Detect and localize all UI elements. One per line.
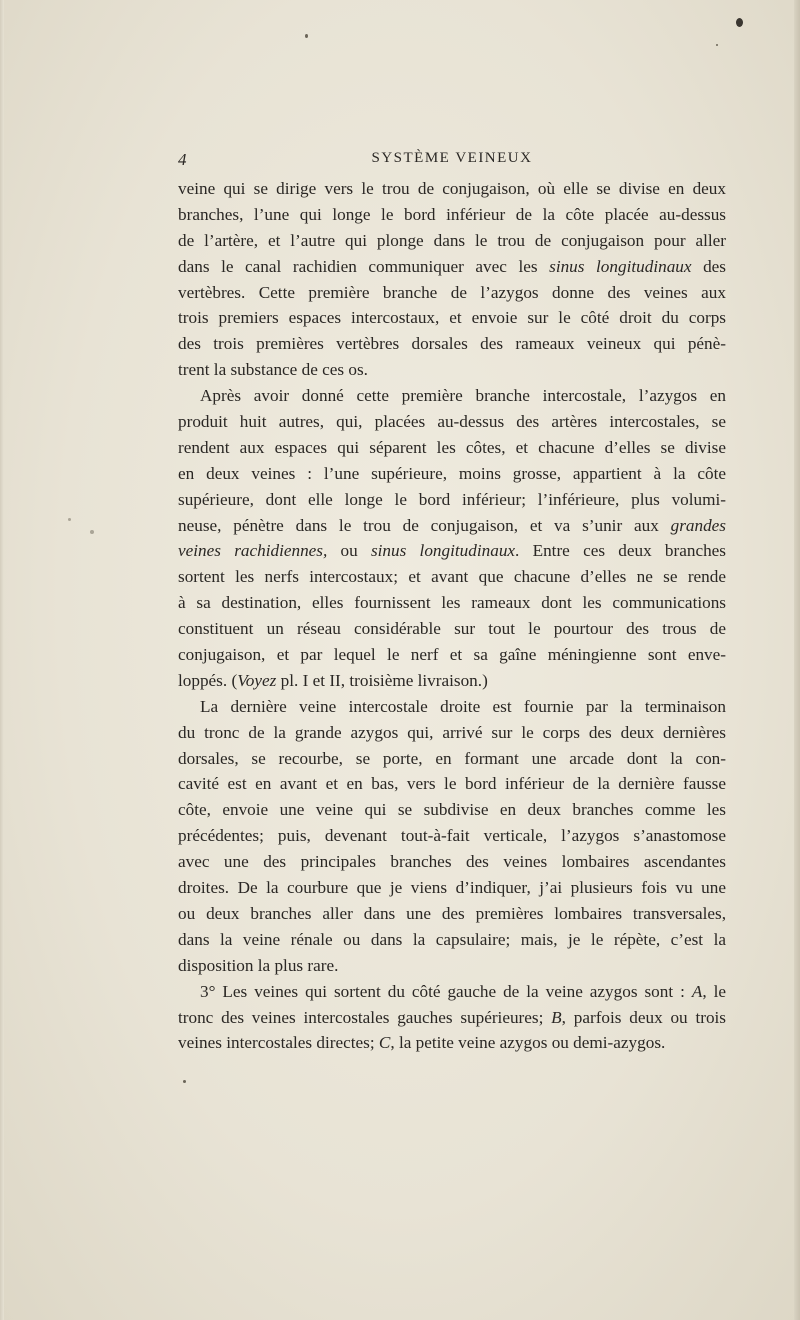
- page-number: 4: [178, 150, 187, 169]
- text-line: [178, 383, 726, 409]
- text-line: [178, 254, 726, 280]
- text-segment: conjugaison, et par lequel le nerf et sa gaîne méningienne sont enve-: [178, 645, 726, 665]
- text-segment: trois premiers espaces intercostaux, et envoie sur le côté droit du corps: [178, 308, 726, 328]
- ink-speck: [183, 1080, 186, 1083]
- ink-speck: [68, 518, 71, 521]
- text-line: [178, 590, 726, 616]
- text-line: [178, 357, 726, 383]
- text-line: [178, 176, 726, 202]
- text-line: [178, 280, 726, 306]
- text-line: [178, 927, 726, 953]
- text-line: [178, 202, 726, 228]
- text-segment: ou: [327, 541, 371, 561]
- text-segment: , parfois deux ou trois: [561, 1007, 726, 1027]
- text-line: [178, 979, 726, 1005]
- ink-speck: [716, 44, 718, 46]
- text-line: [178, 642, 726, 668]
- text-segment: dorsales, se recourbe, se porte, en formant une arcade dont la con-: [178, 748, 726, 768]
- italic-text: B: [551, 1007, 562, 1027]
- text-line: [178, 849, 726, 875]
- text-segment: La dernière veine intercostale droite est fournie par la terminaison: [200, 696, 726, 716]
- text-line: [178, 901, 726, 927]
- text-line: [178, 435, 726, 461]
- text-segment: droites. De la courbure que je viens d’indiquer, j’ai plusieurs fois vu une: [178, 878, 726, 898]
- text-line: [178, 305, 726, 331]
- text-segment: ou deux branches aller dans une des premières lombaires transversales,: [178, 903, 726, 923]
- text-line: [178, 461, 726, 487]
- text-line: [178, 409, 726, 435]
- italic-text: C: [378, 1033, 391, 1053]
- text-segment: . Entre ces deux branches: [515, 541, 726, 561]
- body-text: [178, 176, 726, 1056]
- running-title: SYSTÈME VEINEUX: [371, 150, 533, 166]
- text-segment: avec une des principales branches des veines lombaires ascendantes: [178, 852, 726, 872]
- text-line: [178, 513, 726, 539]
- text-segment: trent la substance de ces os.: [178, 360, 368, 380]
- page-right-edge: [794, 0, 800, 1320]
- text-segment: sortent les nerfs intercostaux; et avant que chacune d’elles ne se rende: [178, 567, 726, 587]
- italic-text: A: [691, 981, 703, 1001]
- italic-text: sinus longitudinaux: [549, 256, 692, 276]
- text-line: [178, 228, 726, 254]
- page-left-edge: [0, 0, 4, 1320]
- text-segment: disposition la plus rare.: [178, 955, 339, 975]
- text-segment: 3° Les veines qui sortent du côté gauche de la veine azygos sont :: [200, 981, 692, 1001]
- text-segment: à sa destination, elles fournissent les rameaux dont les communications: [178, 593, 726, 613]
- text-line: [178, 823, 726, 849]
- italic-text: sinus longitudinaux: [370, 541, 516, 561]
- text-segment: supérieure, dont elle longe le bord inférieur; l’inférieure, plus volumi-: [178, 489, 726, 509]
- text-segment: dans le canal rachidien communiquer avec les: [178, 256, 550, 276]
- text-segment: dans la veine rénale ou dans la capsulaire; mais, je le répète, c’est la: [178, 929, 726, 949]
- ink-speck: [736, 18, 743, 27]
- text-segment: veine qui se dirige vers le trou de conjugaison, où elle se divise en deux: [178, 179, 726, 198]
- text-line: [178, 564, 726, 590]
- text-line: [178, 668, 726, 694]
- text-segment: de l’artère, et l’autre qui plonge dans le trou de conjugaison pour aller: [178, 230, 726, 250]
- text-line: [178, 331, 726, 357]
- text-segment: loppés. (: [178, 670, 238, 690]
- text-line: [178, 1030, 726, 1056]
- text-segment: côte, envoie une veine qui se subdivise en deux branches comme les: [178, 800, 726, 820]
- italic-text: veines rachidiennes,: [178, 541, 328, 561]
- text-segment: pl. I et II, troisième livraison.): [276, 670, 488, 690]
- text-line: [178, 746, 726, 772]
- text-line: [178, 953, 726, 979]
- text-segment: , le: [702, 981, 727, 1001]
- italic-text: Voyez: [237, 670, 277, 690]
- text-segment: constituent un réseau considérable sur tout le pourtour des trous de: [178, 619, 726, 639]
- text-segment: vertèbres. Cette première branche de l’azygos donne des veines aux: [178, 282, 726, 302]
- text-segment: veines intercostales directes;: [178, 1033, 379, 1053]
- text-segment: branches, l’une qui longe le bord inférieur de la côte placée au-dessus: [178, 204, 726, 224]
- text-segment: précédentes; puis, devenant tout-à-fait verticale, l’azygos s’anastomose: [178, 826, 726, 846]
- text-segment: des trois premières vertèbres dorsales des rameaux veineux qui pénè-: [178, 334, 726, 354]
- text-segment: rendent aux espaces qui séparent les côtes, et chacune d’elles se divise: [178, 437, 726, 457]
- text-line: [178, 487, 726, 513]
- text-segment: cavité est en avant et en bas, vers le bord inférieur de la dernière fausse: [178, 774, 726, 794]
- text-segment: des: [691, 256, 726, 276]
- text-line: [178, 1005, 726, 1031]
- text-segment: produit huit autres, qui, placées au-dessus des artères intercostales, se: [178, 412, 726, 432]
- text-line: [178, 616, 726, 642]
- ink-speck: [305, 34, 308, 38]
- text-line: [178, 875, 726, 901]
- ink-speck: [90, 530, 94, 534]
- text-line: [178, 538, 726, 564]
- text-segment: , la petite veine azygos ou demi-azygos.: [390, 1033, 666, 1053]
- text-segment: neuse, pénètre dans le trou de conjugaison, et va s’unir aux: [178, 515, 671, 535]
- text-segment: en deux veines : l’une supérieure, moins grosse, appartient à la côte: [178, 463, 726, 483]
- text-segment: du tronc de la grande azygos qui, arrivé sur le corps des deux dernières: [178, 722, 726, 742]
- page-header: [178, 146, 726, 172]
- italic-text: grandes: [670, 515, 726, 535]
- text-segment: Après avoir donné cette première branche intercostale, l’azygos en: [200, 386, 726, 406]
- text-line: [178, 797, 726, 823]
- text-line: [178, 720, 726, 746]
- text-segment: tronc des veines intercostales gauches supérieures;: [178, 1007, 552, 1027]
- text-line: [178, 694, 726, 720]
- text-line: [178, 771, 726, 797]
